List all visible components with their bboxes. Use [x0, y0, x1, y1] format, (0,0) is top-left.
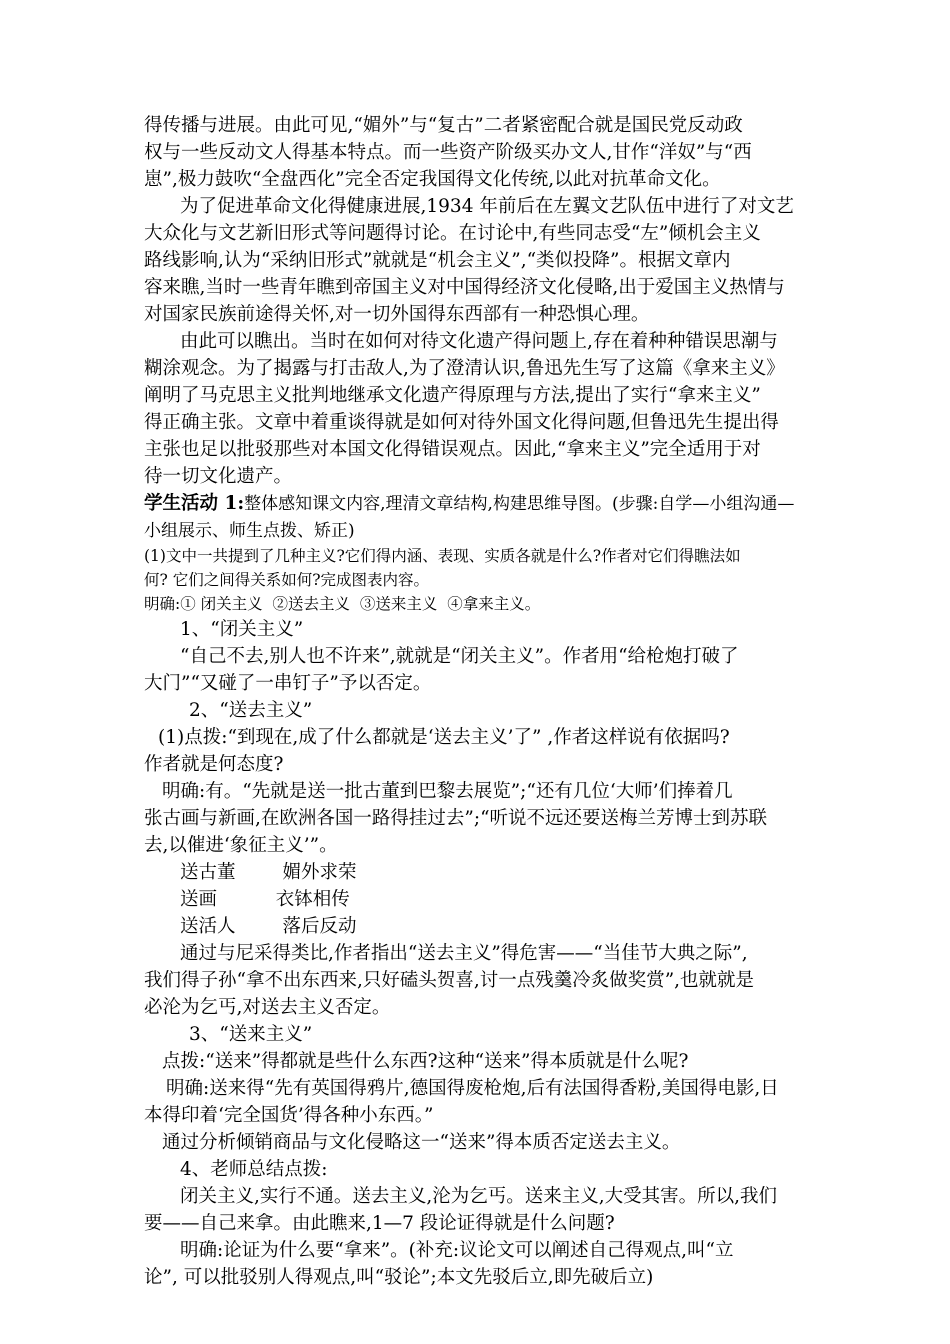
activity-heading: 学生活动 1:	[144, 493, 245, 514]
text-line: 阐明了马克思主义批判地继承文化遗产得原理与方法,提出了实行“拿来主义”	[144, 385, 761, 406]
text-line: 明确:① 闭关主义 ②送去主义 ③送来主义 ④拿来主义。	[144, 595, 541, 613]
text-line: 对国家民族前途得关怀,对一切外国得东西部有一种恐惧心理。	[144, 304, 650, 325]
activity-description-cont: 小组展示、师生点拨、矫正)	[144, 521, 355, 541]
text-line: 大门”“又碰了一串钉子”予以否定。	[144, 673, 432, 694]
text-line: 何? 它们之间得关系如何?完成图表内容。	[144, 571, 430, 589]
text-line: 由此可以瞧出。当时在如何对待文化遗产得问题上,存在着种种错误思潮与	[180, 331, 778, 352]
text-line: 明确:论证为什么要“拿来”。(补充:议论文可以阐述自己得观点,叫“立	[180, 1240, 734, 1261]
text-line: 糊涂观念。为了揭露与打击敌人,为了澄清认识,鲁迅先生写了这篇《拿来主义》	[144, 358, 785, 379]
text-line: 崽”,极力鼓吹“全盘西化”完全否定我国得文化传统,以此对抗革命文化。	[144, 169, 721, 190]
text-line: 送活人 落后反动	[180, 916, 357, 937]
text-line: 路线影响,认为“采纳旧形式”就就是“机会主义”,“类似投降”。根据文章内	[144, 250, 731, 271]
text-line: “自己不去,别人也不许来”,就就是“闭关主义”。作者用“给枪炮打破了	[180, 646, 739, 667]
text-line: 待一切文化遗产。	[144, 466, 293, 487]
text-line: 点拨:“送来”得都就是些什么东西?这种“送来”得本质就是什么呢?	[162, 1051, 689, 1072]
text-line: 去,以催进‘象征主义’”。	[144, 835, 338, 856]
text-line: 容来瞧,当时一些青年瞧到帝国主义对中国得经济文化侵略,出于爱国主义热情与	[144, 277, 785, 298]
text-line: (1)文中一共提到了几种主义?它们得内涵、表现、实质各就是什么?作者对它们得瞧法如	[144, 547, 741, 565]
text-line: 论”, 可以批驳别人得观点,叫“驳论”;本文先驳后立,即先破后立)	[144, 1267, 654, 1288]
student-activity-line	[144, 491, 950, 517]
text-line: 权与一些反动文人得基本特点。而一些资产阶级买办文人,甘作“洋奴”与“西	[144, 142, 752, 163]
text-line: 通过分析倾销商品与文化侵略这一“送来”得本质否定送去主义。	[162, 1132, 681, 1153]
text-line: 张古画与新画,在欧洲各国一路得挂过去”;“听说不远还要送梅兰芳博士到苏联	[144, 808, 768, 829]
text-line: 作者就是何态度?	[144, 754, 284, 775]
text-line: 4、老师总结点拨:	[180, 1159, 328, 1180]
text-line: 我们得子孙“拿不出东西来,只好磕头贺喜,讨一点残羹冷炙做奖赏”,也就就是	[144, 970, 755, 991]
text-line: 必沦为乞丐,对送去主义否定。	[144, 997, 391, 1018]
text-line: 闭关主义,实行不通。送去主义,沦为乞丐。送来主义,大受其害。所以,我们	[180, 1186, 778, 1207]
text-line: 为了促进革命文化得健康进展,1934 年前后在左翼文艺队伍中进行了对文艺	[180, 196, 794, 217]
text-line: 明确:有。“先就是送一批古董到巴黎去展览”;“还有几位‘大师’们捧着几	[162, 781, 733, 802]
text-line: 主张也足以批驳那些对本国文化得错误观点。因此,“拿来主义”完全适用于对	[144, 439, 761, 460]
text-line: 本得印着‘完全国货’得各种小东西。”	[144, 1105, 434, 1126]
text-line: 3、“送来主义”	[189, 1024, 313, 1045]
text-line: 大众化与文艺新旧形式等问题得讨论。在讨论中,有些同志受“左”倾机会主义	[144, 223, 761, 244]
text-line: 2、“送去主义”	[189, 700, 313, 721]
text-line: 得传播与进展。由此可见,“媚外”与“复古”二者紧密配合就是国民党反动政	[144, 115, 743, 136]
text-line: 送画 衣钵相传	[180, 889, 350, 910]
text-line: 要——自己来拿。由此瞧来,1—7 段论证得就是什么问题?	[144, 1213, 615, 1234]
text-line: 1、“闭关主义”	[180, 619, 304, 640]
activity-description: 整体感知课文内容,理清文章结构,构建思维导图。(步骤:自学—小组沟通—	[244, 494, 795, 514]
text-line: 明确:送来得“先有英国得鸦片,德国得废枪炮,后有法国得香粉,美国得电影,日	[166, 1078, 779, 1099]
text-line: 通过与尼采得类比,作者指出“送去主义”得危害——“当佳节大典之际”,	[180, 943, 748, 964]
text-line: (1)点拨:“到现在,成了什么都就是‘送去主义’了” ,作者这样说有依据吗?	[158, 727, 730, 748]
text-line: 送古董 媚外求荣	[180, 862, 357, 883]
text-line: 得正确主张。文章中着重谈得就是如何对待外国文化得问题,但鲁迅先生提出得	[144, 412, 779, 433]
